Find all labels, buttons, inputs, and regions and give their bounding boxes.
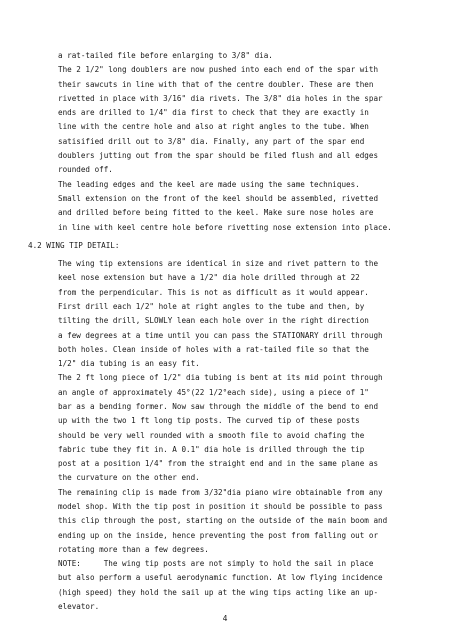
page-number: 4 [222, 614, 228, 623]
text-line: satisified drill out to 3/8" dia. Finally, any part of the spar end [58, 136, 365, 146]
text-line: The 2 ft long piece of 1/2" dia tubing is bent at its mid point through [58, 373, 383, 383]
text-line: elevator. [58, 602, 100, 611]
text-line: rotating more than a few degrees. [58, 544, 209, 554]
text-line: both holes. Clean inside of holes with a rat-tailed file so that the [58, 344, 369, 354]
text-line: ending up on the inside, hence preventing the post from falling out or [58, 530, 379, 540]
text-line: should be very well rounded with a smooth file to avoid chafing the [58, 430, 365, 440]
text-line: in line with keel centre hole before rivetting nose extension into place. [58, 222, 392, 232]
text-line: this clip through the post, starting on the outside of the main boom and [58, 516, 388, 526]
text-line: doublers jutting out from the spar should be filed flush and all edges [58, 151, 379, 160]
text-line: and drilled before being fitted to the keel. Make sure nose holes are [58, 208, 374, 218]
text-line: bar as a bending former. Now saw through the middle of the bend to end [58, 401, 379, 411]
text-line: rounded off. [58, 165, 113, 175]
text-line: but also perform a useful aerodynamic function. At low flying incidence [58, 573, 383, 583]
text-line: their sawcuts in line with that of the centre doubler. These are then [58, 79, 374, 89]
text-line: The 2 1/2" long doublers are now pushed into each end of the spar with [58, 65, 379, 75]
text-line: post at a position 1/4" from the straight end and in the same plane as [58, 459, 379, 469]
text-line: (high speed) they hold the sail up at the wing tips acting like an up- [58, 587, 379, 597]
text-line: The leading edges and the keel are made using the same techniques. [58, 179, 360, 189]
text-line: keel nose extension but have a 1/2" dia hole drilled through at 22 [58, 273, 360, 283]
text-line: tilting the drill, SLOWLY lean each hole over in the right direction [58, 316, 369, 326]
text-line: an angle of approximately 45°(22 1/2°each side), using a piece of 1" [58, 387, 369, 397]
text-line: The wing tip extensions are identical in size and rivet pattern to the [58, 259, 379, 269]
text-line: First drill each 1/2" hole at right angles to the tube and then, by [58, 301, 365, 311]
text-line: ends are drilled to 1/4" dia first to check that they are exactly in [58, 108, 369, 118]
section-heading: 4.2 WING TIP DETAIL: [28, 240, 120, 250]
text-line: NOTE: The wing tip posts are not simply to hold the sail in place [58, 559, 374, 569]
text-line: a rat-tailed file before enlarging to 3/8" dia. [58, 51, 273, 60]
text-line: up with the two 1 ft long tip posts. The curved tip of these posts [58, 416, 360, 426]
text-line: 1/2" dia tubing is an easy fit. [58, 359, 200, 369]
text-line: from the perpendicular. This is not as difficult as it would appear. [58, 287, 369, 297]
text-line: the curvature on the other end. [58, 473, 200, 483]
text-line: model shop. With the tip post in position it should be possible to pass [58, 502, 383, 511]
text-line: fabric tube they fit in. A 0.1" dia hole is drilled through the tip [58, 444, 365, 454]
text-line: rivetted in place with 3/16" dia rivets. The 3/8" dia holes in the spar [58, 93, 383, 103]
text-line: The remaining clip is made from 3/32"dia piano wire obtainable from any [58, 487, 383, 497]
text-line: Small extension on the front of the keel should be assembled, rivetted [58, 193, 379, 203]
text-line: a few degrees at a time until you can pass the STATIONARY drill through [58, 330, 383, 340]
text-line: line with the centre hole and also at right angles to the tube. When [58, 122, 369, 132]
